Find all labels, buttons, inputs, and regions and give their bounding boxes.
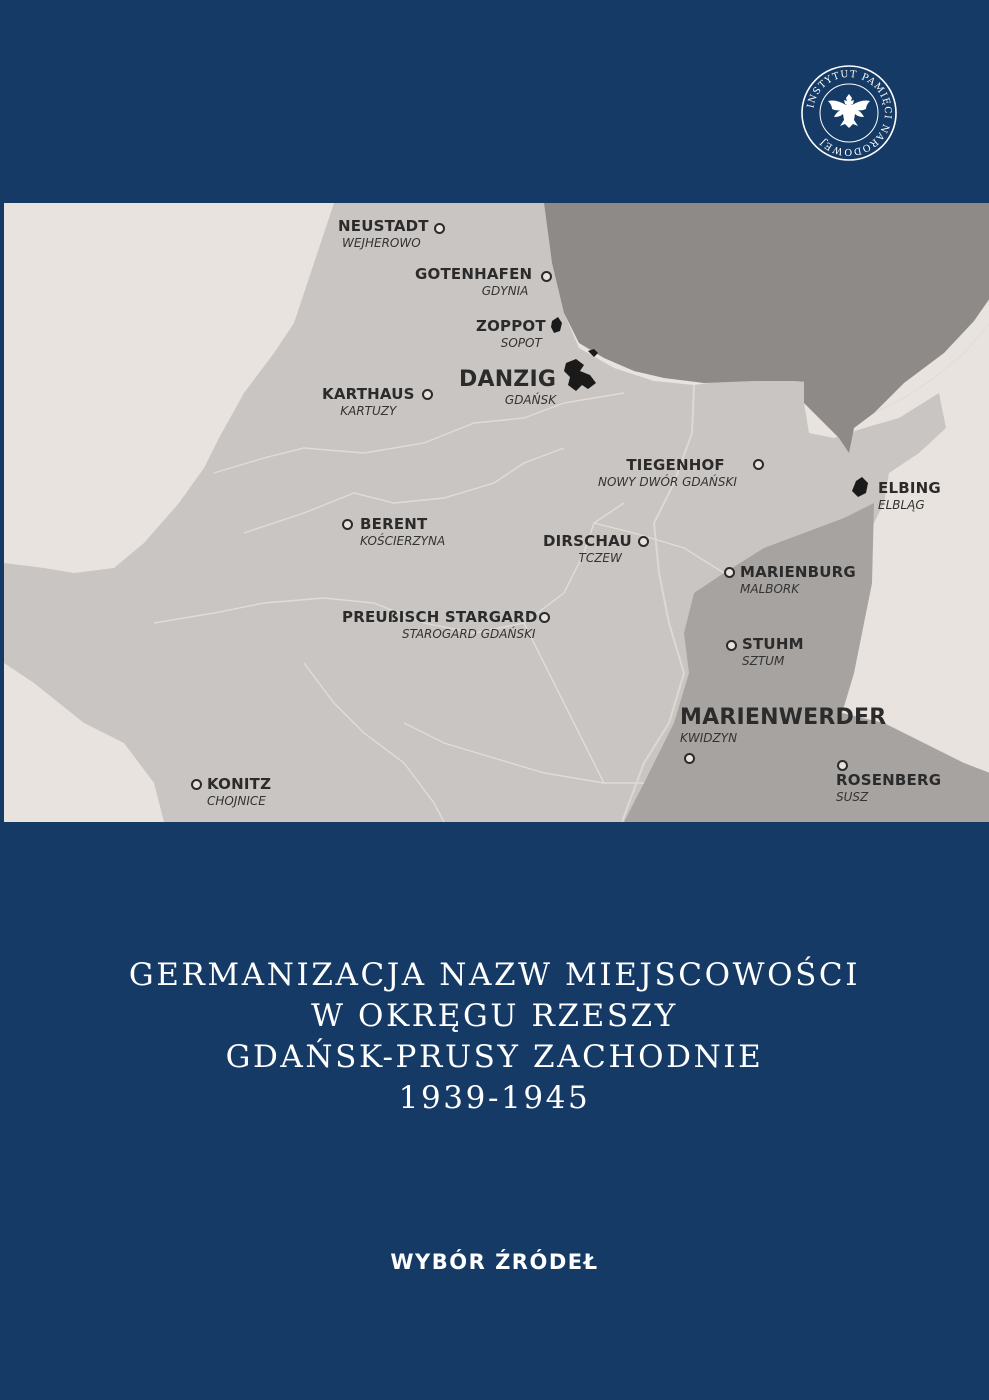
city-name-german: GOTENHAFEN xyxy=(415,265,533,283)
city-label-rosenberg xyxy=(836,771,941,804)
city-label-preussisch-stargard xyxy=(342,608,537,641)
city-label-danzig xyxy=(459,367,556,407)
seal-text: INSTYTUT PAMIĘCI NARODOWEJ xyxy=(805,68,894,158)
city-name-german: KARTHAUS xyxy=(322,385,415,403)
ipn-seal xyxy=(800,64,898,162)
city-label-dirschau xyxy=(543,532,632,565)
city-label-karthaus xyxy=(322,385,415,418)
eagle-icon xyxy=(828,94,870,128)
city-dot-marienwerder xyxy=(684,753,695,764)
city-name-german: MARIENWERDER xyxy=(680,705,887,730)
city-name-polish: ELBLĄG xyxy=(878,498,925,512)
city-dot-gotenhafen xyxy=(541,271,552,282)
city-name-polish: MALBORK xyxy=(740,582,800,596)
city-name-german: BERENT xyxy=(360,515,428,533)
city-name-polish: SOPOT xyxy=(500,336,542,350)
city-name-german: STUHM xyxy=(742,635,804,653)
title-line-1: GERMANIZACJA NAZW MIEJSCOWOŚCI xyxy=(128,957,861,993)
city-name-german: ZOPPOT xyxy=(476,317,546,335)
city-name-german: PREUßISCH STARGARD xyxy=(342,608,538,626)
city-dot-neustadt xyxy=(434,223,445,234)
city-label-marienwerder xyxy=(680,705,886,745)
city-label-zoppot xyxy=(476,317,546,350)
city-name-polish: GDYNIA xyxy=(481,284,529,298)
city-dot-dirschau xyxy=(638,536,649,547)
city-name-polish: TCZEW xyxy=(578,551,622,565)
city-label-elbing xyxy=(878,479,941,512)
city-name-polish: KOŚCIERZYNA xyxy=(360,534,446,548)
city-name-german: DIRSCHAU xyxy=(543,532,632,550)
city-label-stuhm xyxy=(742,635,804,668)
city-name-german: DANZIG xyxy=(459,367,557,392)
city-name-german: MARIENBURG xyxy=(740,563,856,581)
city-name-polish: SZTUM xyxy=(742,654,785,668)
city-name-polish: WEJHEROWO xyxy=(342,236,421,250)
book-subtitle: WYBÓR ŹRÓDEŁ xyxy=(390,1250,599,1274)
title-line-3: GDAŃSK-PRUSY ZACHODNIE xyxy=(225,1039,764,1075)
title-line-2: W OKRĘGU RZESZY xyxy=(311,998,678,1034)
book-title xyxy=(0,955,989,1119)
city-dot-berent xyxy=(342,519,353,530)
city-name-polish: GDAŃSK xyxy=(504,393,557,407)
city-label-tiegenhof xyxy=(598,456,737,489)
city-dot-tiegenhof xyxy=(753,459,764,470)
city-label-marienburg xyxy=(740,563,856,596)
city-label-neustadt xyxy=(338,217,429,250)
city-name-polish: NOWY DWÓR GDAŃSKI xyxy=(598,475,737,489)
city-name-polish: SUSZ xyxy=(836,790,869,804)
city-label-berent xyxy=(360,515,445,548)
city-dot-rosenberg xyxy=(837,760,848,771)
city-name-polish: CHOJNICE xyxy=(207,794,266,808)
city-dot-preussisch-stargard xyxy=(539,612,550,623)
city-name-german: KONITZ xyxy=(207,775,272,793)
city-name-german: TIEGENHOF xyxy=(626,456,725,474)
title-line-4: 1939-1945 xyxy=(398,1080,591,1116)
map xyxy=(4,203,989,822)
city-label-konitz xyxy=(207,775,271,808)
city-dot-stuhm xyxy=(726,640,737,651)
city-name-polish: KWIDZYN xyxy=(680,731,738,745)
city-dot-marienburg xyxy=(724,567,735,578)
city-name-german: NEUSTADT xyxy=(338,217,429,235)
city-name-german: ELBING xyxy=(878,479,941,497)
city-dot-konitz xyxy=(191,779,202,790)
city-dot-karthaus xyxy=(422,389,433,400)
city-label-gotenhafen xyxy=(415,265,532,298)
city-name-polish: KARTUZY xyxy=(340,404,397,418)
city-name-german: ROSENBERG xyxy=(836,771,942,789)
city-name-polish: STAROGARD GDAŃSKI xyxy=(401,627,536,641)
